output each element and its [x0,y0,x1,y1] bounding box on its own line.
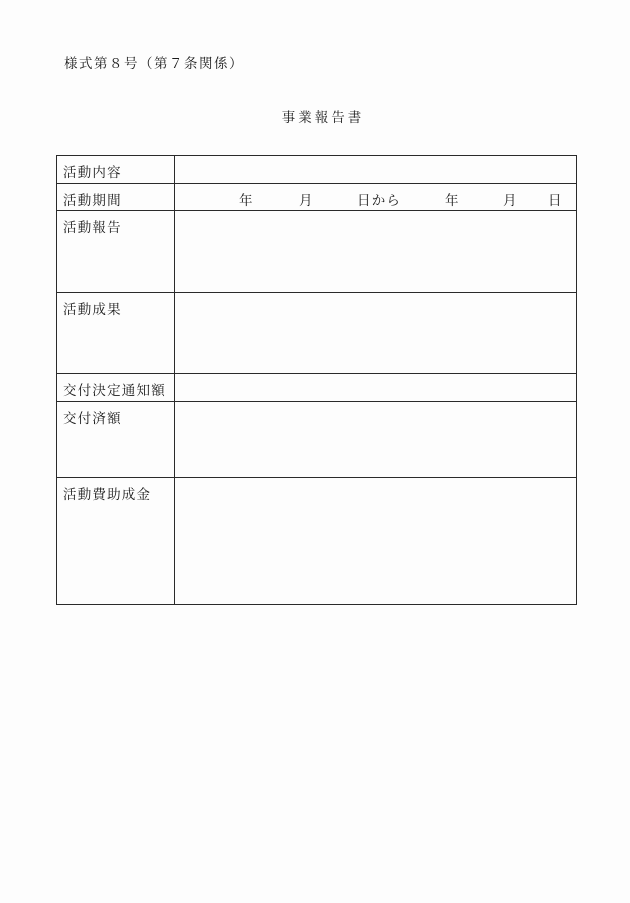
activity-funds-field[interactable] [175,478,577,605]
start-month-unit: 月 [299,193,314,209]
activity-content-label: 活動内容 [57,156,175,184]
paid-amount-row [57,402,577,478]
end-year-unit: 年 [445,193,460,209]
activity-results-field[interactable] [175,293,577,374]
end-day-unit: 日 [548,193,563,209]
start-year-unit: 年 [239,193,254,209]
grant-notice-amount-label: 交付決定通知額 [57,374,175,402]
activity-report-label: 活動報告 [57,211,175,293]
document-title: 事業報告書 [281,110,365,126]
activity-results-label: 活動成果 [57,293,175,374]
form-number: 様式第８号（第７条関係） [64,56,244,72]
report-table [56,155,577,605]
activity-period-label: 活動期間 [57,184,175,211]
activity-results-row [57,293,577,374]
activity-report-row [57,211,577,293]
activity-report-field[interactable] [175,211,577,293]
grant-notice-amount-row [57,374,577,402]
period-units [175,184,576,209]
paid-amount-field[interactable] [175,402,577,478]
paid-amount-label: 交付済額 [57,402,175,478]
activity-funds-row [57,478,577,605]
grant-notice-amount-field[interactable] [175,374,577,402]
activity-period-row [57,184,577,211]
activity-funds-label: 活動費助成金 [57,478,175,605]
end-month-unit: 月 [503,193,518,209]
start-day-unit: 日から [357,193,402,209]
activity-period-field[interactable] [175,184,577,211]
activity-content-row [57,156,577,184]
activity-content-field[interactable] [175,156,577,184]
